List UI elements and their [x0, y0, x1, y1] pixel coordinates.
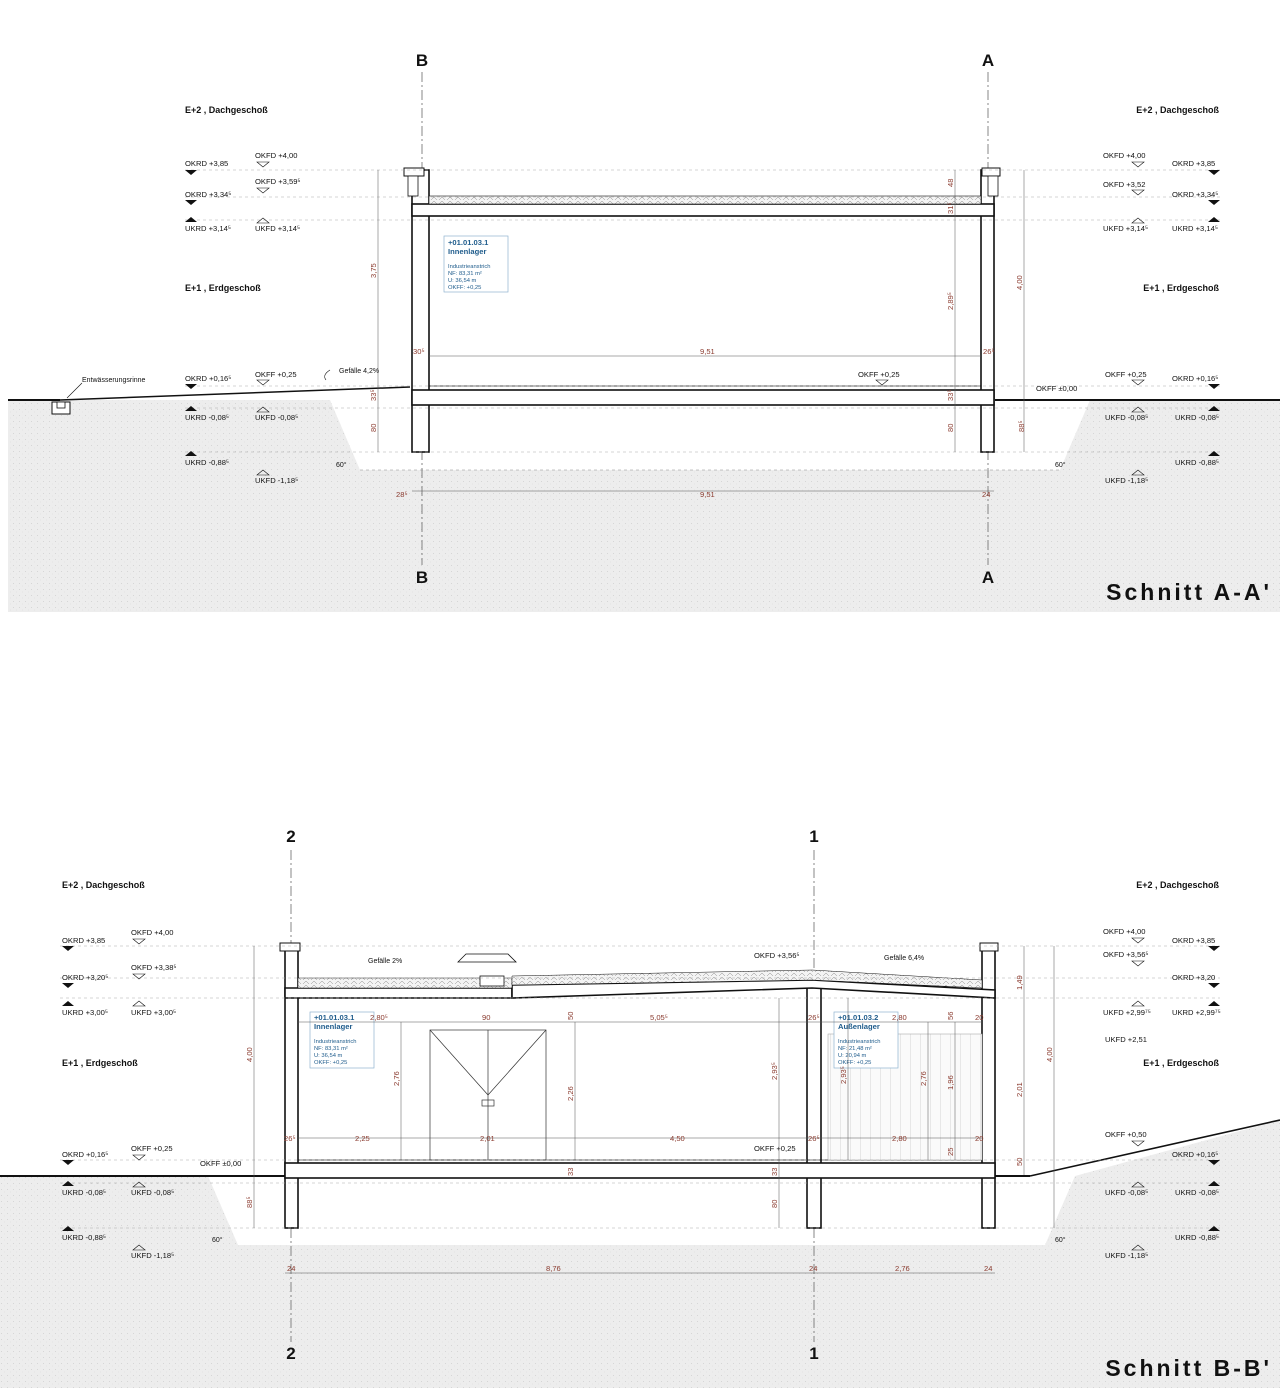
ground-soil-a: [8, 400, 1280, 612]
svg-text:80: 80: [770, 1199, 779, 1208]
svg-text:NF: 21,48 m²: NF: 21,48 m²: [838, 1046, 872, 1052]
floor-label-lower-left-b: E+1 , Erdgeschoß: [62, 1058, 138, 1068]
svg-text:Industrieanstrich: Industrieanstrich: [314, 1039, 357, 1045]
svg-text:2,80: 2,80: [892, 1134, 907, 1143]
svg-text:UKRD -0,88⁵: UKRD -0,88⁵: [1175, 1233, 1220, 1242]
axis-label-2-top: 2: [286, 827, 296, 846]
svg-text:26⁵: 26⁵: [808, 1134, 820, 1143]
svg-text:Außenlager: Außenlager: [838, 1022, 880, 1031]
svg-text:UKFD -0,08⁵: UKFD -0,08⁵: [131, 1188, 175, 1197]
svg-text:31⁵: 31⁵: [946, 202, 955, 214]
svg-text:OKFF +0,25: OKFF +0,25: [131, 1144, 173, 1153]
svg-text:OKRD +3,85: OKRD +3,85: [1172, 936, 1216, 945]
svg-text:33: 33: [770, 1167, 779, 1176]
svg-text:4,50: 4,50: [670, 1134, 685, 1143]
svg-text:80: 80: [946, 423, 955, 432]
svg-text:OKFD +4,00: OKFD +4,00: [1103, 151, 1146, 160]
svg-text:UKRD +3,14⁵: UKRD +3,14⁵: [185, 224, 231, 233]
svg-text:OKRD +3,34⁵: OKRD +3,34⁵: [1172, 190, 1219, 199]
svg-text:UKFD -1,18⁵: UKFD -1,18⁵: [131, 1251, 175, 1260]
drain-label: Entwässerungsrinne: [82, 377, 146, 384]
svg-text:20: 20: [975, 1134, 984, 1143]
svg-text:OKFD +3,52: OKFD +3,52: [1103, 180, 1146, 189]
svg-text:OKFD +3,56⁵: OKFD +3,56⁵: [754, 951, 800, 960]
svg-text:4,00: 4,00: [1015, 275, 1024, 290]
svg-text:9,51: 9,51: [700, 347, 715, 356]
svg-text:OKRD +3,20: OKRD +3,20: [1172, 973, 1216, 982]
svg-text:2,25: 2,25: [355, 1134, 370, 1143]
svg-text:1,96: 1,96: [946, 1075, 955, 1090]
svg-text:90: 90: [482, 1013, 491, 1022]
floor-label-lower-right: E+1 , Erdgeschoß: [1143, 283, 1219, 293]
svg-text:NF: 83,31 m²: NF: 83,31 m²: [448, 271, 482, 277]
svg-text:80: 80: [369, 423, 378, 432]
svg-text:48: 48: [946, 178, 955, 187]
svg-text:4,00: 4,00: [1045, 1047, 1054, 1062]
floor-label-lower-left: E+1 , Erdgeschoß: [185, 283, 261, 293]
svg-text:UKRD +2,99⁷⁵: UKRD +2,99⁷⁵: [1172, 1008, 1221, 1017]
svg-text:U: 20,94 m: U: 20,94 m: [838, 1053, 867, 1059]
svg-text:26⁵: 26⁵: [983, 347, 995, 356]
svg-text:33: 33: [566, 1167, 575, 1176]
axis-label-1-top: 1: [809, 827, 819, 846]
svg-text:Innenlager: Innenlager: [314, 1022, 353, 1031]
svg-text:UKRD -0,08⁵: UKRD -0,08⁵: [62, 1188, 107, 1197]
svg-text:50: 50: [566, 1011, 575, 1020]
svg-text:OKRD +0,16⁵: OKRD +0,16⁵: [1172, 1150, 1219, 1159]
svg-text:UKRD -0,08⁵: UKRD -0,08⁵: [1175, 413, 1220, 422]
svg-text:26⁵: 26⁵: [808, 1013, 820, 1022]
svg-text:2,01: 2,01: [480, 1134, 495, 1143]
svg-text:UKRD -0,88⁵: UKRD -0,88⁵: [185, 458, 230, 467]
svg-text:33⁵: 33⁵: [369, 389, 378, 401]
svg-text:OKFF ±0,00: OKFF ±0,00: [200, 1159, 242, 1168]
svg-text:OKRD +3,85: OKRD +3,85: [1172, 159, 1216, 168]
svg-text:50: 50: [1015, 1157, 1024, 1166]
svg-text:28⁵: 28⁵: [396, 490, 408, 499]
svg-text:60°: 60°: [1055, 462, 1066, 469]
room-tag-innenlager-a: [444, 236, 508, 292]
svg-text:UKRD -0,88⁵: UKRD -0,88⁵: [62, 1233, 107, 1242]
svg-text:OKFD +3,56⁵: OKFD +3,56⁵: [1103, 950, 1149, 959]
svg-text:UKFD -0,08⁵: UKFD -0,08⁵: [255, 413, 299, 422]
svg-text:UKFD +2,51: UKFD +2,51: [1105, 1035, 1147, 1044]
svg-text:UKFD -1,18⁵: UKFD -1,18⁵: [1105, 476, 1149, 485]
svg-text:U: 36,54 m: U: 36,54 m: [448, 278, 477, 284]
svg-text:UKRD +3,14⁵: UKRD +3,14⁵: [1172, 224, 1218, 233]
svg-text:30⁵: 30⁵: [413, 347, 425, 356]
svg-text:Innenlager: Innenlager: [448, 247, 487, 256]
room-tag-aussenlager-b: [834, 1012, 898, 1068]
svg-text:2,93⁵: 2,93⁵: [770, 1062, 779, 1080]
svg-text:2,76: 2,76: [919, 1071, 928, 1086]
floor-label-lower-right-b: E+1 , Erdgeschoß: [1143, 1058, 1219, 1068]
svg-text:24: 24: [984, 1264, 993, 1273]
svg-text:OKFD +4,00: OKFD +4,00: [255, 151, 298, 160]
svg-text:1,49: 1,49: [1015, 975, 1024, 990]
axis-label-a-bottom: A: [981, 568, 995, 587]
svg-text:OKFD +4,00: OKFD +4,00: [131, 928, 174, 937]
svg-text:24: 24: [287, 1264, 296, 1273]
svg-text:OKFD +3,59⁵: OKFD +3,59⁵: [255, 177, 301, 186]
section-b: [0, 827, 1280, 1388]
svg-text:OKFF: +0,25: OKFF: +0,25: [838, 1060, 872, 1066]
svg-text:OKFD +3,38⁵: OKFD +3,38⁵: [131, 963, 177, 972]
svg-text:24: 24: [982, 490, 991, 499]
floor-label-upper-left: E+2 , Dachgeschoß: [185, 105, 268, 115]
svg-text:26⁵: 26⁵: [284, 1134, 296, 1143]
svg-text:20: 20: [975, 1013, 984, 1022]
svg-text:UKFD +2,99⁷⁵: UKFD +2,99⁷⁵: [1103, 1008, 1151, 1017]
svg-text:2,80⁵: 2,80⁵: [370, 1013, 388, 1022]
svg-text:OKRD +0,16⁵: OKRD +0,16⁵: [185, 374, 232, 383]
svg-text:2,80: 2,80: [892, 1013, 907, 1022]
section-title-b: Schnitt B-B': [1105, 1355, 1272, 1381]
dimensions-a: [336, 179, 1066, 499]
svg-text:Industrieanstrich: Industrieanstrich: [838, 1039, 881, 1045]
section-title-a: Schnitt A-A': [1106, 579, 1272, 605]
slope-label-a: Gefälle 4,2%: [339, 368, 380, 375]
svg-text:OKFF +0,25: OKFF +0,25: [754, 1144, 796, 1153]
svg-text:UKRD -0,08⁵: UKRD -0,08⁵: [1175, 1188, 1220, 1197]
svg-text:33⁵: 33⁵: [946, 389, 955, 401]
svg-text:+01.01.03.1: +01.01.03.1: [448, 238, 489, 247]
svg-text:OKFF ±0,00: OKFF ±0,00: [1036, 384, 1078, 393]
svg-text:OKFD +4,00: OKFD +4,00: [1103, 927, 1146, 936]
room-tag-innenlager-b: [310, 1012, 374, 1068]
svg-text:OKFF: +0,25: OKFF: +0,25: [448, 285, 482, 291]
axis-label-1-bottom: 1: [809, 1344, 819, 1363]
svg-text:OKRD +3,85: OKRD +3,85: [62, 936, 106, 945]
svg-text:NF: 83,31 m²: NF: 83,31 m²: [314, 1046, 348, 1052]
axis-label-b-top: B: [415, 51, 429, 70]
svg-text:2,89⁵: 2,89⁵: [946, 292, 955, 310]
axis-label-2-bottom: 2: [286, 1344, 296, 1363]
svg-text:9,51: 9,51: [700, 490, 715, 499]
okff-inside-a: OKFF +0,25: [858, 370, 900, 379]
svg-text:U: 36,54 m: U: 36,54 m: [314, 1053, 343, 1059]
svg-text:UKFD -0,08⁵: UKFD -0,08⁵: [1105, 1188, 1149, 1197]
svg-text:24: 24: [809, 1264, 818, 1273]
svg-text:OKFF: +0,25: OKFF: +0,25: [314, 1060, 348, 1066]
svg-text:Industrieanstrich: Industrieanstrich: [448, 264, 491, 270]
svg-text:3,75: 3,75: [369, 263, 378, 278]
floor-label-upper-right-b: E+2 , Dachgeschoß: [1136, 880, 1219, 890]
svg-text:OKFF +0,25: OKFF +0,25: [255, 370, 297, 379]
svg-text:OKRD +0,16⁵: OKRD +0,16⁵: [62, 1150, 109, 1159]
slope-label-b-right: Gefälle 6,4%: [884, 955, 925, 962]
svg-text:88⁵: 88⁵: [245, 1196, 254, 1208]
svg-text:2,76: 2,76: [895, 1264, 910, 1273]
svg-text:UKFD +3,14⁵: UKFD +3,14⁵: [255, 224, 301, 233]
svg-text:60°: 60°: [1055, 1237, 1066, 1244]
axis-label-a-top: A: [981, 51, 995, 70]
svg-text:8,76: 8,76: [546, 1264, 561, 1273]
svg-text:60°: 60°: [212, 1237, 223, 1244]
floor-label-upper-right: E+2 , Dachgeschoß: [1136, 105, 1219, 115]
svg-text:UKRD +3,00⁵: UKRD +3,00⁵: [62, 1008, 108, 1017]
svg-text:OKRD +3,34⁵: OKRD +3,34⁵: [185, 190, 232, 199]
svg-text:UKFD -0,08⁵: UKFD -0,08⁵: [1105, 413, 1149, 422]
floor-label-upper-left-b: E+2 , Dachgeschoß: [62, 880, 145, 890]
svg-text:88⁵: 88⁵: [1017, 420, 1026, 432]
svg-text:UKFD -1,18⁵: UKFD -1,18⁵: [255, 476, 299, 485]
svg-text:UKFD +3,14⁵: UKFD +3,14⁵: [1103, 224, 1149, 233]
building-a: [404, 168, 1000, 452]
svg-text:5,05⁵: 5,05⁵: [650, 1013, 668, 1022]
svg-text:OKRD +3,20⁵: OKRD +3,20⁵: [62, 973, 109, 982]
svg-text:25: 25: [946, 1147, 955, 1156]
svg-text:+01.01.03.2: +01.01.03.2: [838, 1013, 879, 1022]
svg-text:56: 56: [946, 1011, 955, 1020]
svg-text:2,93⁵: 2,93⁵: [839, 1066, 848, 1084]
svg-text:OKRD +0,16⁵: OKRD +0,16⁵: [1172, 374, 1219, 383]
slope-label-b-left: Gefälle 2%: [368, 958, 403, 965]
svg-text:UKFD -1,18⁵: UKFD -1,18⁵: [1105, 1251, 1149, 1260]
svg-text:UKFD +3,00⁵: UKFD +3,00⁵: [131, 1008, 177, 1017]
svg-text:OKFF +0,50: OKFF +0,50: [1105, 1130, 1147, 1139]
svg-text:UKRD -0,88⁵: UKRD -0,88⁵: [1175, 458, 1220, 467]
svg-text:+01.01.03.1: +01.01.03.1: [314, 1013, 355, 1022]
svg-text:2,26: 2,26: [566, 1086, 575, 1101]
svg-text:UKRD -0,08⁵: UKRD -0,08⁵: [185, 413, 230, 422]
axis-label-b-bottom: B: [415, 568, 429, 587]
svg-text:OKRD +3,85: OKRD +3,85: [185, 159, 229, 168]
svg-text:OKFF +0,25: OKFF +0,25: [1105, 370, 1147, 379]
section-a: [8, 51, 1280, 612]
svg-text:2,76: 2,76: [392, 1071, 401, 1086]
svg-text:4,00: 4,00: [245, 1047, 254, 1062]
svg-text:60°: 60°: [336, 462, 347, 469]
svg-text:2,01: 2,01: [1015, 1082, 1024, 1097]
